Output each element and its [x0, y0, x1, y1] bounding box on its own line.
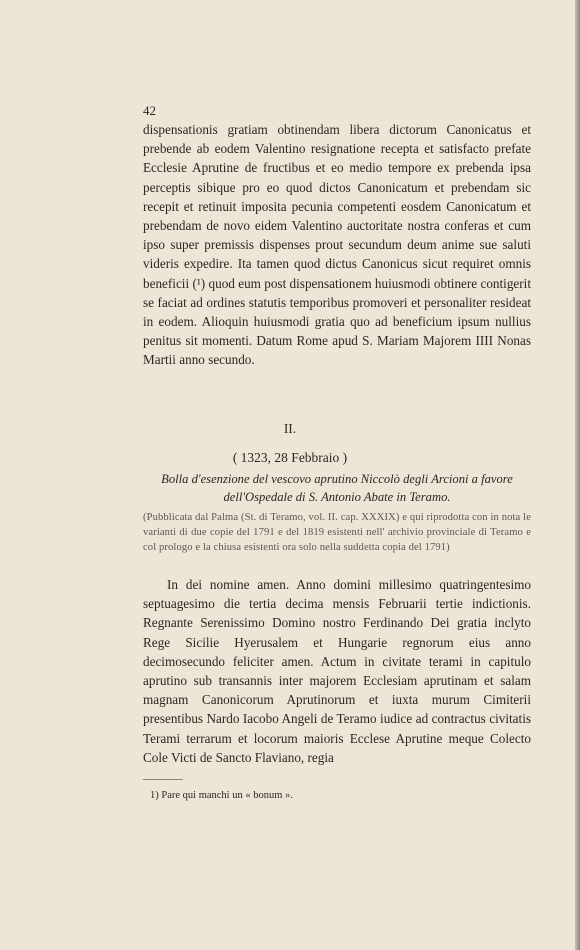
section-date: ( 1323, 28 Febbraio ): [232, 450, 348, 465]
section-number: II.: [283, 421, 297, 436]
footnote-rule: [143, 779, 183, 780]
page-edge: [575, 0, 580, 950]
editorial-note: (Pubblicata dal Palma (St. di Teramo, vol. II. cap. XXXIX) e qui riprodotta con in nota le varianti di due copie del 1791 e del 1819 esistenti nell' archivio provinciale di Teramo e col prologo e la chiusa esistenti ora solo nella suddetta copia del 1791): [143, 512, 531, 554]
footnote: 1) Pare qui manchi un « bonum ».: [150, 790, 293, 801]
section-heading: Bolla d'esenzione del vescovo aprutino Niccolò degli Arcioni a favore dell'Ospedale di S. Antonio Abate in Teramo.: [161, 472, 513, 504]
page-number: 42: [143, 103, 156, 118]
text-paragraph-2: In dei nomine amen. Anno domini millesimo quatringentesimo septuagesimo die tertia decima mensis Februarii tertie indictionis. Regnante Serenissimo Domino nostro Ferdinando Dei gratia inclyto Rege Sicilie Hyerusalem et Hungarie regnorum eius anno decimosecundo feliciter amen. Actum in civitate terami in capitulo aprutino sub transannis inter majorem Ecclesiam aprutinam et salam magnam Canonicorum Aprutinorum et iuxta murum Cimiterii presentibus Nardo Iacobo Angeli de Teramo iudice ad contractus civitatis Terami terrarum et locorum maioris Ecclese Aprutine meque Colecto Cole Victi de Sancto Flaviano, regia: [143, 577, 531, 765]
text-paragraph-1: dispensationis gratiam obtinendam libera dictorum Canonicatus et prebende ab eodem Valentino resignatione recepta et satisfacto prefate Ecclesie Aprutine de fructibus et eo medio tempore ex prebenda ipsa perceptis sibique pro eo quod dictos Canonicatum et prebendam sic recepit et retinuit imposita pecunia competenti eosdem Canonicatum et prebendam de novo eidem Valentino auctoritate nostra conferas et cum ipso super premissis dispenses prout secundum deum anime sue saluti videris expedire. Ita tamen quod dictus Canonicus sicut requiret omnis beneficii (¹) quod eum post dispensationem huiusmodi obtinere contigerit se faciat ad ordines statutis temporibus promoveri et personaliter resideat in eodem. Alioquin huiusmodi gratia quo ad beneficium ipsum nullius penitus sit momenti. Datum Rome apud S. Mariam Majorem IIII Nonas Martii anno secundo.: [143, 122, 531, 368]
